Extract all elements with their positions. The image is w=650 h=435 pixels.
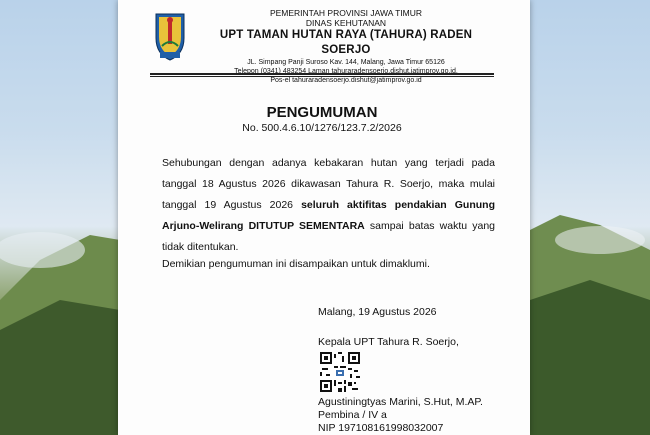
signer-name: Agustiningtyas Marini, S.Hut, M.AP. (318, 396, 483, 408)
letterhead-address: JL. Simpang Panji Suroso Kav. 144, Malang, Jawa Timur 65126 (247, 59, 445, 66)
announcement-title: PENGUMUMAN (266, 104, 378, 121)
signer-details (318, 396, 483, 435)
letterhead-email: Pos-el tahuraradensoerjo.dishut@jatimprov.go.id (270, 77, 422, 84)
signer-position: Kepala UPT Tahura R. Soerjo, (318, 336, 459, 348)
paragraph-text-2: sampai batas waktu yang tidak ditentukan. (162, 220, 496, 253)
closing-sentence: Demikian pengumuman ini disampaikan untuk dimaklumi. (162, 258, 430, 270)
paragraph-bold-closure: seluruh aktifitas pendakian Gunung Arjuno-Welirang DITUTUP SEMENTARA (162, 199, 495, 232)
letterhead-line-unit: UPT TAMAN HUTAN RAYA (TAHURA) RADEN SOERJO (219, 29, 473, 56)
signer-rank: Pembina / IV a (318, 409, 387, 421)
letterhead-line-agency: DINAS KEHUTANAN (305, 18, 387, 28)
place-date: Malang, 19 Agustus 2026 (318, 306, 437, 318)
letterhead-contact: Telepon (0341) 483254 Laman tahuraradensoerjo.dishut.jatimprov.go.id, (234, 68, 458, 75)
east-java-emblem-icon (152, 8, 188, 62)
announcement-number: No. 500.4.6.10/1276/123.7.2/2026 (242, 122, 402, 134)
signer-nip: NIP 197108161998032007 (318, 422, 444, 434)
qr-code-icon (320, 352, 360, 392)
paragraph-text-1: Sehubungan dengan adanya kebakaran hutan yang terjadi pada tanggal 18 Agustus 2026 dikawasan Tahura R. Soerjo, maka mulai tanggal 19 Agustus 2026 (162, 157, 495, 211)
letterhead-divider (150, 73, 494, 77)
announcement-paragraph (162, 153, 495, 258)
letterhead-line-province: PEMERINTAH PROVINSI JAWA TIMUR (269, 8, 423, 18)
